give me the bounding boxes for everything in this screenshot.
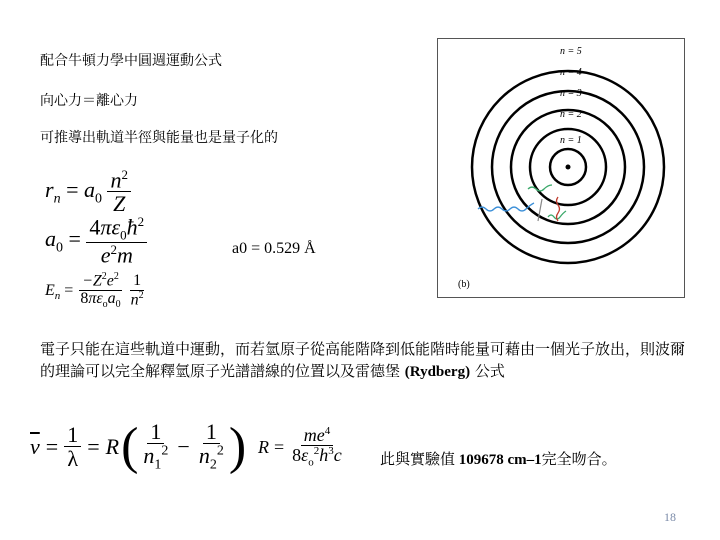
explanation-paragraph [40, 338, 690, 383]
diagram-caption: (b) [458, 279, 470, 290]
level-label-n5: n = 5 [560, 46, 582, 57]
level-label-n1: n = 1 [560, 135, 582, 146]
nucleus [566, 165, 571, 170]
radius-formula: $r_n = a_0$ $\frac{n^2}{Z}$ [45, 168, 131, 216]
bohr-radius-value: a0 = 0.529 Å [232, 240, 316, 257]
bohr-radius-formula: $a_0$ = $\frac{4\pi\varepsilon_0ħ^2}{e^2m}$ [45, 215, 147, 267]
text-line-1: 配合牛頓力學中圓週運動公式 [40, 53, 222, 69]
page-number: 18 [664, 510, 676, 524]
text-line-3: 可推導出軌道半徑與能量也是量子化的 [40, 130, 278, 146]
paragraph-tail: 公式 [470, 362, 505, 380]
energy-formula: $E_n$ = $\frac{-Z^2e^2}{8\pi\varepsilon_oa_0}$ $\frac{1}{n^2}$ [45, 271, 144, 311]
paragraph-text: 電子只能在這些軌道中運動，而若氫原子從高能階降到低能階時能量可藉由一個光子放出，則波爾的理論可以完全解釋氫原子光譜譜線的位置以及雷德堡 [40, 340, 686, 380]
agreement-text-2: 完全吻合。 [541, 450, 617, 468]
rydberg-constant-formula: R = $\frac{me^4}{8\varepsilon_o^2h^3c}$ [258, 425, 342, 469]
level-label-n4: n = 4 [560, 67, 582, 78]
orbit-rings-graphic [438, 39, 684, 297]
photon-green-line [528, 185, 552, 191]
paragraph-rydberg: (Rydberg) [404, 364, 471, 380]
agreement-text-1: 此與實驗值 [380, 450, 456, 468]
bohr-orbit-diagram [437, 38, 685, 298]
agreement-value: 109678 cm–1 [455, 452, 542, 468]
agreement-sentence [380, 448, 617, 469]
level-label-n2: n = 2 [560, 109, 582, 120]
rydberg-formula: $\overline{\nu}$ = $\frac{1}{\lambda}$ = R ( $\frac{1}{n_1^2}$ − $\frac{1}{n_2^2}$ ) [30, 417, 247, 475]
text-line-2: 向心力＝離心力 [40, 93, 138, 109]
level-label-n3: n = 3 [560, 88, 582, 99]
